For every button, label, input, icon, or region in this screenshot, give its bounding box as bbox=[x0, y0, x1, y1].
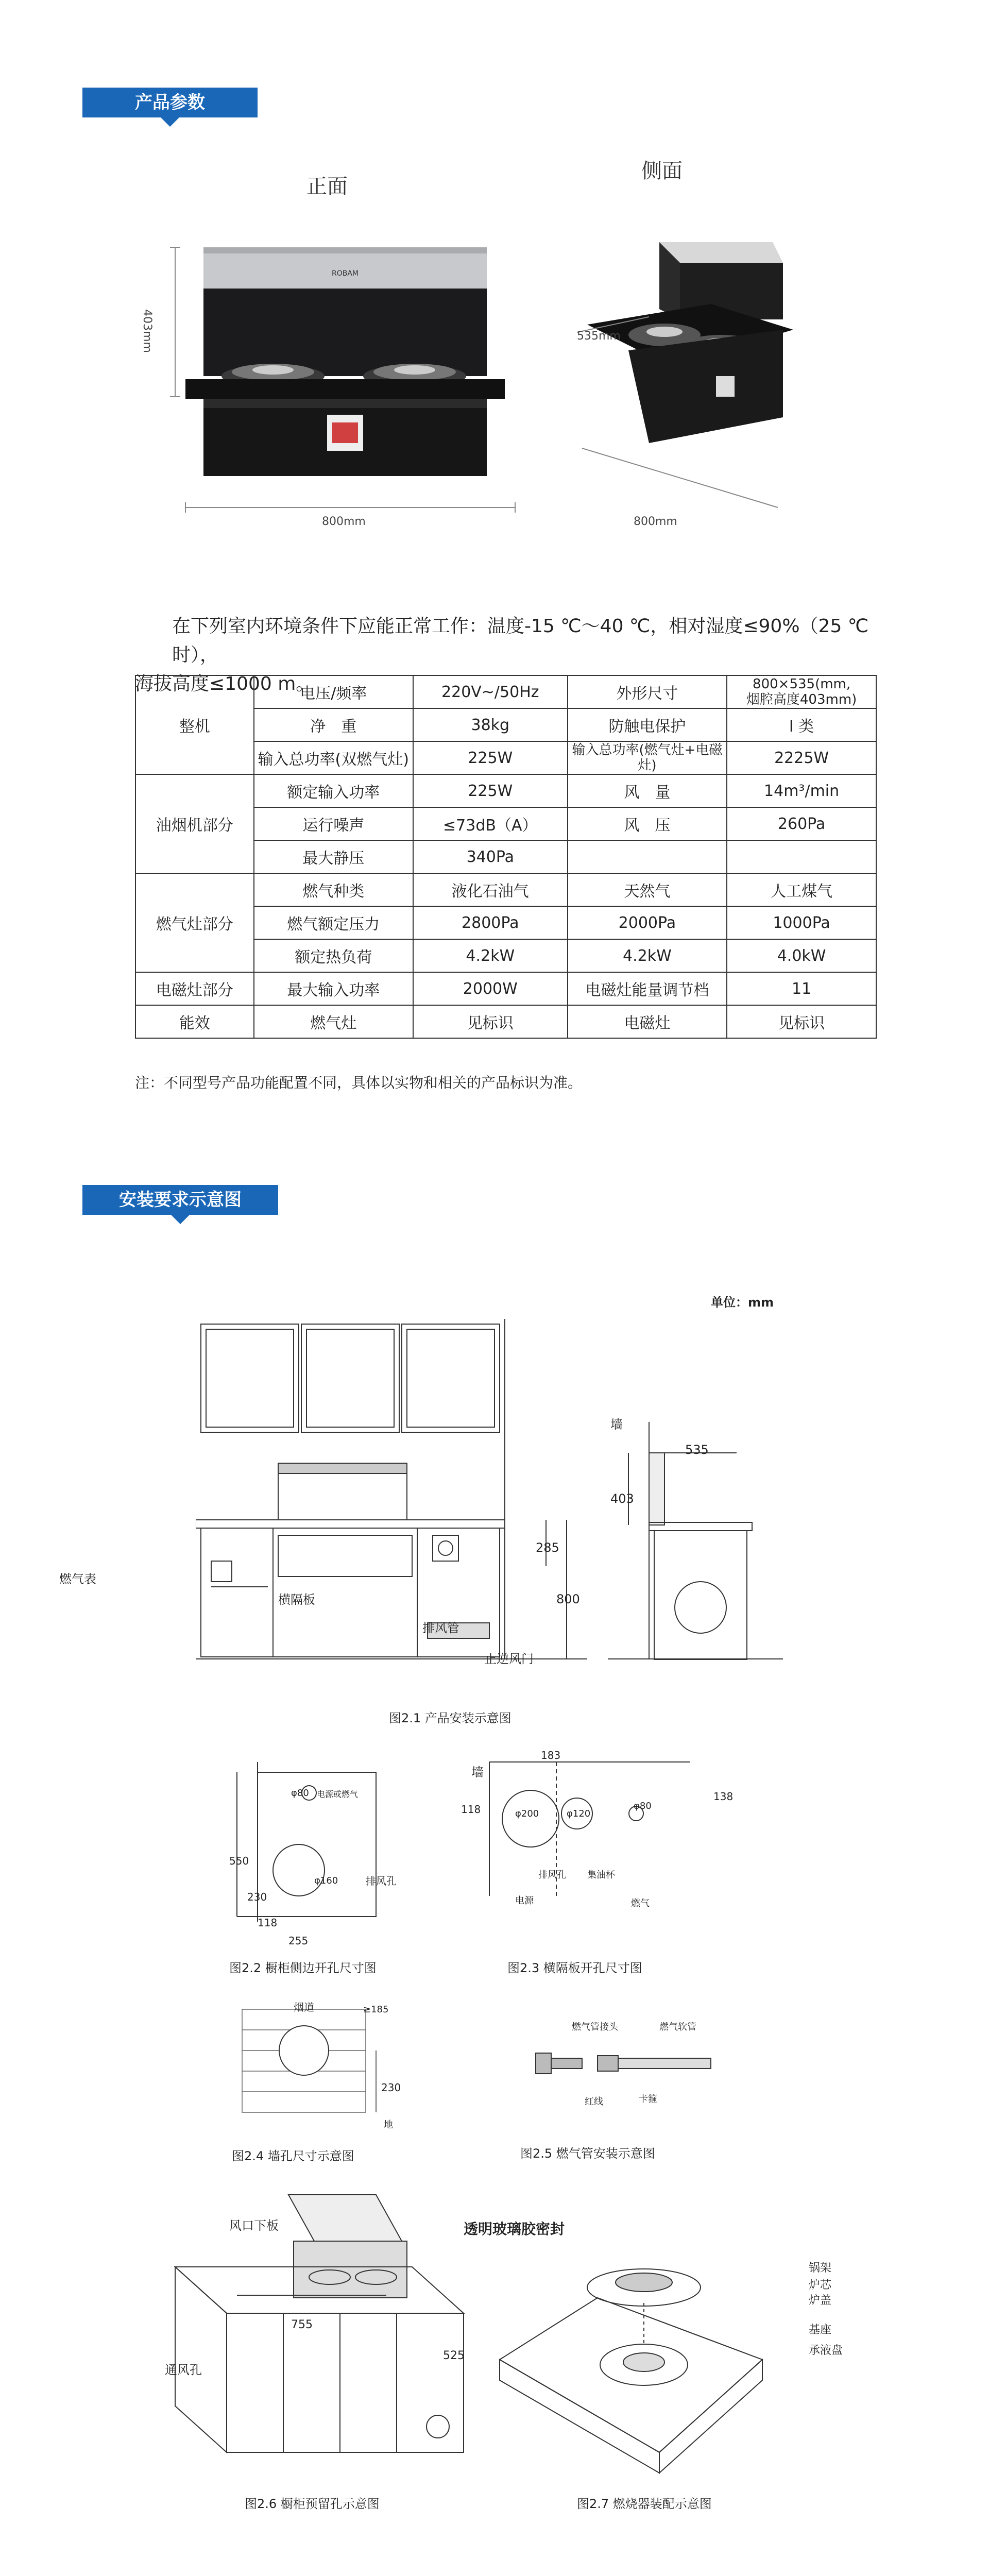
side-view-label: 侧面 bbox=[641, 159, 683, 183]
figure-2-5-caption: 图2.5 燃气管安装示意图 bbox=[520, 2146, 655, 2161]
wall-label: 墙 bbox=[610, 1417, 623, 1432]
table-row: 额定热负荷 4.2kW 4.2kW 4.0kW bbox=[135, 939, 876, 972]
side-width-dim: 800mm bbox=[634, 515, 677, 528]
section-title-install: 安装要求示意图 bbox=[82, 1185, 278, 1215]
table-row: 运行噪声 ≤73dB（A） 风 压 260Pa bbox=[135, 807, 876, 840]
figure-2-3-caption: 图2.3 横隔板开孔尺寸图 bbox=[507, 1961, 642, 1975]
table-row: 整机 电压/频率 220V~/50Hz 外形尺寸 800×535(mm, 烟腔高度403mm) bbox=[135, 675, 876, 708]
figure-2-5 bbox=[525, 2030, 721, 2102]
footnote: 注：不同型号产品功能配置不同，具体以实物和相关的产品标识为准。 bbox=[135, 1074, 583, 1091]
figure-2-3 bbox=[453, 1741, 721, 1927]
section-arrow-icon bbox=[161, 117, 179, 127]
figure-2-7 bbox=[494, 2246, 783, 2483]
table-row: 油烟机部分 额定输入功率 225W 风 量 14m³/min bbox=[135, 774, 876, 807]
check-valve-label: 止逆风门 bbox=[484, 1652, 534, 1666]
table-row: 燃气灶部分 燃气种类 液化石油气 天然气 人工煤气 bbox=[135, 873, 876, 906]
table-row: 燃气额定压力 2800Pa 2000Pa 1000Pa bbox=[135, 906, 876, 939]
figure-2-6 bbox=[165, 2184, 515, 2494]
figure-2-1-caption: 图2.1 产品安装示意图 bbox=[389, 1711, 511, 1725]
gas-meter-label: 燃气表 bbox=[59, 1572, 96, 1586]
front-view-image bbox=[155, 227, 525, 536]
table-row: 输入总功率(双燃气灶) 225W 输入总功率(燃气灶+电磁灶) 2225W bbox=[135, 741, 876, 774]
dim-535: 535 bbox=[685, 1443, 709, 1457]
table-row: 最大静压 340Pa bbox=[135, 840, 876, 873]
front-height-dim: 403mm bbox=[141, 309, 154, 353]
table-row: 能效 燃气灶 见标识 电磁灶 见标识 bbox=[135, 1005, 876, 1038]
front-view-label: 正面 bbox=[306, 175, 348, 198]
side-depth-dim: 535mm bbox=[577, 330, 621, 343]
figure-2-4 bbox=[232, 1999, 397, 2123]
dim-800: 800 bbox=[556, 1592, 580, 1606]
dim-285: 285 bbox=[536, 1540, 559, 1555]
figure-2-6-caption: 图2.6 橱柜预留孔示意图 bbox=[245, 2497, 380, 2511]
dim-403: 403 bbox=[610, 1492, 634, 1506]
figure-2-2 bbox=[227, 1752, 433, 1937]
section-arrow-icon bbox=[171, 1215, 190, 1224]
environment-conditions: 在下列室内环境条件下应能正常工作：温度-15 ℃～40 ℃，相对湿度≤90%（25 ℃时）， 海拔高度≤1000 m。 bbox=[135, 616, 869, 694]
figure-2-7-caption: 图2.7 燃烧器装配示意图 bbox=[577, 2497, 712, 2511]
partition-label: 横隔板 bbox=[278, 1592, 315, 1607]
side-view-image bbox=[556, 222, 824, 582]
section-title-params: 产品参数 bbox=[82, 88, 258, 117]
figure-2-1 bbox=[196, 1319, 793, 1690]
front-width-dim: 800mm bbox=[322, 515, 366, 528]
figure-2-2-caption: 图2.2 橱柜侧边开孔尺寸图 bbox=[229, 1961, 377, 1975]
figure-2-4-caption: 图2.4 墙孔尺寸示意图 bbox=[232, 2149, 354, 2163]
spec-table bbox=[135, 675, 877, 1039]
table-row: 电磁灶部分 最大输入功率 2000W 电磁灶能量调节档 11 bbox=[135, 972, 876, 1005]
brand-mark: ROBAM bbox=[331, 269, 359, 278]
unit-label: 单位：mm bbox=[711, 1295, 774, 1310]
table-row: 净 重 38kg 防触电保护 I 类 bbox=[135, 708, 876, 741]
exhaust-pipe-label: 排风管 bbox=[422, 1621, 459, 1635]
